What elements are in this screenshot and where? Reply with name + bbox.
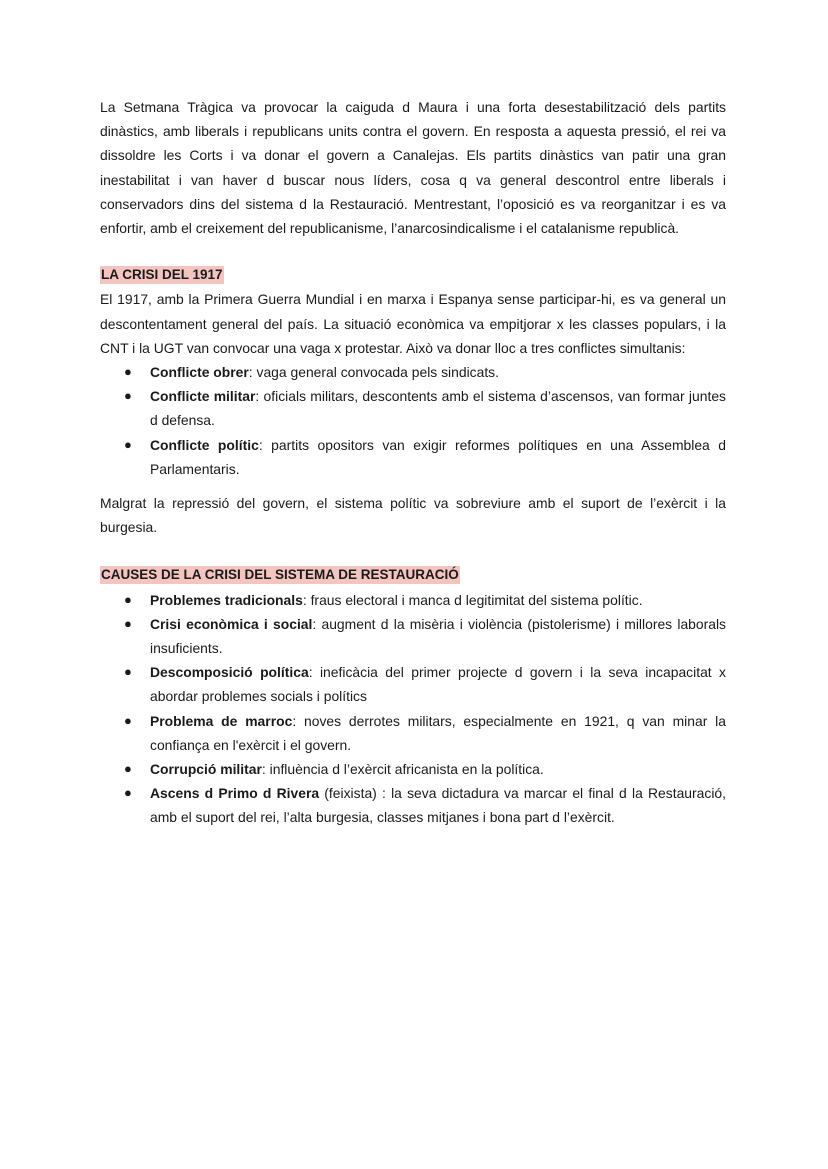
cause-term: Descomposició política [150, 664, 309, 681]
bullet-icon: ● [124, 615, 132, 631]
heading-crisis-1917: LA CRISI DEL 1917 [101, 267, 223, 283]
conflict-desc: : vaga general convocada pels sindicats. [248, 364, 499, 381]
conflict-desc: : oficials militars, descontents amb el sistema d’ascensos, van formar juntes d defensa. [150, 388, 726, 429]
bullet-icon: ● [124, 785, 132, 801]
conflict-term: Conflicte militar [150, 388, 256, 405]
cause-desc: : fraus electoral i manca d legitimitat del sistema polític. [302, 591, 643, 608]
list-item [100, 360, 726, 384]
bullet-icon: ● [124, 364, 132, 380]
bullet-icon: ● [124, 664, 132, 680]
intro-paragraph: La Setmana Tràgica va provocar la caiguda d Maura i una forta desestabilització dels partits dinàstics, amb liberals i republicans units contra el govern. En resposta a aquesta pressió, el rei va dissoldre les Corts i va donar el govern a Canalejas. Els partits dinàstics van patir una gran inestabilitat i van haver d buscar nous líders, cosa q va general descontrol entre liberals i conservadors dins del sistema d la Restauració. Mentrestant, l’oposició es va reorganitzar i es va enfortir, amb el creixement del republicanisme, l’anarcosindicalisme i el catalanisme republicà. [100, 99, 726, 237]
conflict-term: Conflicte polític [150, 436, 259, 453]
list-item [100, 612, 726, 660]
bullet-icon: ● [124, 591, 132, 607]
cause-desc: : ineficàcia del primer projecte d govern i la seva incapacitat x abordar problemes socials i polítics [150, 664, 726, 705]
bullet-icon: ● [124, 761, 132, 777]
list-item [100, 757, 726, 781]
document-page [100, 95, 726, 830]
cause-term: Problemes tradicionals [150, 591, 303, 608]
cause-term: Ascens d Primo d Rivera [150, 785, 320, 802]
list-item [100, 660, 726, 708]
crisis-1917-paragraph: El 1917, amb la Primera Guerra Mundial i en marxa i Espanya sense participar-hi, es va general un descontentament general del país. La situació econòmica va empitjorar x les classes populars, i la CNT i la UGT van convocar una vaga x protestar. Això va donar lloc a tres conflictes simultanis: [100, 291, 726, 356]
cause-desc: : augment d la misèria i violència (pistolerisme) i millores laborals insuficients. [150, 615, 727, 657]
conflict-term: Conflicte obrer [150, 364, 249, 381]
bullet-icon: ● [124, 712, 132, 728]
list-item [100, 433, 726, 481]
cause-desc: : noves derrotes militars, especialmente en 1921, q van minar la confiança en l'exèrcit i el govern. [150, 712, 726, 753]
list-item [100, 709, 726, 757]
bullet-icon: ● [124, 436, 132, 452]
conflicts-list [100, 360, 726, 481]
cause-desc: : influència d l’exèrcit africanista en la política. [261, 761, 544, 778]
list-item [100, 384, 726, 432]
cause-term: Crisi econòmica i social [150, 615, 313, 632]
heading-causes: CAUSES DE LA CRISI DEL SISTEMA DE RESTAURACIÓ [101, 567, 459, 583]
bullet-icon: ● [124, 388, 132, 404]
cause-term: Problema de marroc [150, 712, 293, 729]
list-item [100, 781, 726, 829]
conflict-desc: : partits opositors van exigir reformes polítiques en una Assemblea d Parlamentaris. [150, 436, 727, 477]
list-item [100, 588, 726, 612]
crisis-1917-closing: Malgrat la repressió del govern, el sistema polític va sobreviure amb el suport de l’exèrcit i la burgesia. [100, 495, 726, 536]
causes-list [100, 588, 726, 830]
cause-term: Corrupció militar [150, 761, 262, 778]
cause-desc: (feixista) : la seva dictadura va marcar el final d la Restauració, amb el suport del rei, l’alta burgesia, classes mitjanes i bona part d l’exèrcit. [150, 785, 726, 826]
